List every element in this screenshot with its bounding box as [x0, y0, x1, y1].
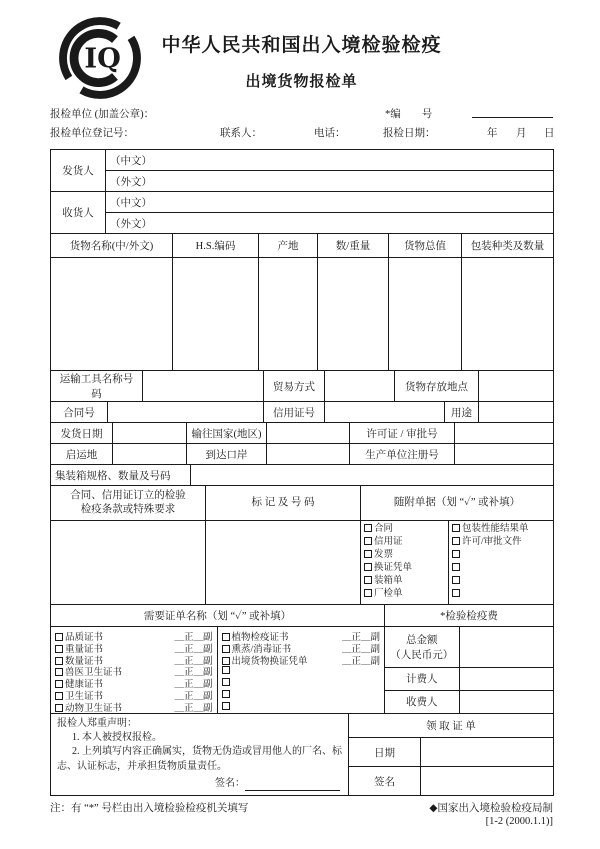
- certificates-col2: [218, 627, 385, 713]
- consignor-cn-field[interactable]: [106, 150, 554, 171]
- declaration-title: 报检人郑重声明：: [57, 718, 137, 729]
- contract-field[interactable]: [108, 402, 264, 423]
- declaration-item2: 2. 上列填写内容正确属实，货物无伪造或冒用他人的厂名、标志、认证标志，并承担货物质量责任。: [57, 746, 342, 772]
- terms-header-line1: 合同、信用证订立的检验: [70, 490, 186, 502]
- storage-label: 货物存放地点: [395, 371, 479, 402]
- doc-label: 包装性能结果单: [462, 524, 529, 534]
- checkbox-fumigation-cert[interactable]: [222, 645, 230, 653]
- pickup-date-field[interactable]: [421, 738, 554, 767]
- trade-mode-label: 贸易方式: [264, 371, 325, 402]
- terms-header: [51, 486, 206, 521]
- fee-amount-line1: 总金额: [406, 634, 438, 646]
- marks-header: 标 记 及 号 码: [206, 486, 361, 521]
- credit-field[interactable]: [325, 402, 445, 423]
- fee-amount-field[interactable]: [459, 627, 554, 667]
- copies-field[interactable]: ＿正＿副: [341, 656, 380, 667]
- cert-label: 兽医卫生证书: [65, 668, 123, 679]
- checkbox-blank[interactable]: [222, 702, 230, 710]
- contract-row: [50, 401, 554, 423]
- cert-label: 植物检疫证书: [231, 632, 289, 643]
- checkbox-license-doc[interactable]: [452, 537, 460, 545]
- consignee-label: 收货人: [51, 192, 106, 234]
- checkbox-weight-cert[interactable]: [55, 645, 63, 653]
- cert-label: 健康证书: [65, 680, 104, 691]
- transport-label: 运输工具名称号码: [51, 371, 143, 402]
- checkbox-vet-cert[interactable]: [55, 668, 63, 676]
- declaration-item1: 1. 本人被授权报检。: [72, 732, 162, 744]
- contact-label: 联系人：: [220, 128, 262, 139]
- certificates-cell: [51, 627, 385, 714]
- cert-label: 动物卫生证书: [65, 703, 123, 714]
- checkbox-packing-list[interactable]: [364, 576, 372, 584]
- checkbox-exchange-voucher[interactable]: [222, 657, 230, 665]
- license-field[interactable]: [455, 423, 554, 444]
- usage-label: 用途: [445, 402, 479, 423]
- doc-label: 信用证: [374, 537, 403, 547]
- checkbox-blank[interactable]: [452, 563, 460, 571]
- phone-label: 电话：: [314, 128, 346, 139]
- copies-field[interactable]: ＿正＿副: [174, 668, 213, 679]
- copies-field[interactable]: ＿正＿副: [174, 644, 213, 655]
- checkbox-blank[interactable]: [452, 550, 460, 558]
- doc-label: 装箱单: [374, 576, 403, 586]
- date-port-rows: [50, 422, 554, 465]
- checkbox-health-cert[interactable]: [55, 680, 63, 688]
- cn-label: （中文）: [110, 197, 152, 209]
- checkbox-blank[interactable]: [222, 690, 230, 698]
- checkbox-credit[interactable]: [364, 537, 372, 545]
- certificates-col1: [51, 627, 218, 713]
- serial-label: *编 号: [385, 109, 433, 120]
- documents-cell: [361, 521, 554, 605]
- container-row: [50, 464, 554, 486]
- terms-header-line2: 检疫条款或特殊要求: [80, 504, 176, 515]
- checkbox-invoice[interactable]: [364, 550, 372, 558]
- doc-label: 合同: [374, 524, 394, 534]
- checkbox-contract[interactable]: [364, 524, 372, 532]
- cert-label: 出境货物换证凭单: [231, 656, 308, 667]
- fee-collector-label: 收费人: [385, 690, 459, 713]
- fee-amount-line2: （人民币元）: [390, 649, 454, 661]
- declarant-signature-field[interactable]: [245, 779, 340, 791]
- sign-label: 签名：: [215, 777, 245, 789]
- producer-field[interactable]: [455, 444, 554, 465]
- fee-table: [385, 627, 554, 713]
- contract-label: 合同号: [51, 402, 108, 423]
- port-field[interactable]: [267, 444, 350, 465]
- cert-label: 卫生证书: [65, 691, 104, 702]
- checkbox-packing-result[interactable]: [452, 524, 460, 532]
- departure-field[interactable]: [113, 444, 187, 465]
- certificates-table: [50, 604, 554, 714]
- serial-field[interactable]: [472, 106, 553, 118]
- unit-label: 报检单位 (加盖公章)：: [50, 109, 155, 120]
- copies-field[interactable]: ＿正＿副: [174, 680, 213, 691]
- day-label: 日: [544, 128, 555, 139]
- checkbox-factory-check[interactable]: [364, 589, 372, 597]
- certificates-header: 需要证单名称（划 “✓” 或补填）: [51, 605, 385, 627]
- port-label: 到达口岸: [187, 444, 267, 465]
- storage-field[interactable]: [479, 371, 554, 402]
- goods-origin-field[interactable]: [259, 258, 318, 371]
- transport-field[interactable]: [143, 371, 264, 402]
- goods-hs-field[interactable]: [173, 258, 259, 371]
- checkbox-blank[interactable]: [222, 666, 230, 674]
- checkbox-plant-cert[interactable]: [222, 633, 230, 641]
- footer-maker: ◆国家出入境检验检疫局制: [429, 803, 553, 814]
- goods-table: [50, 233, 554, 371]
- credit-label: 信用证号: [264, 402, 325, 423]
- pickup-date-label: 日期: [349, 738, 421, 767]
- checkbox-voucher[interactable]: [364, 563, 372, 571]
- cert-label: 品质证书: [65, 632, 104, 643]
- checkbox-quantity-cert[interactable]: [55, 657, 63, 665]
- ciq-logo-text: IQ: [84, 42, 121, 75]
- form-code: [1-2 (2000.1.1)]: [485, 816, 553, 827]
- consignee-cn-field[interactable]: [106, 192, 554, 213]
- consignee-foreign-field[interactable]: [106, 213, 554, 234]
- foreign-label: （外文）: [110, 176, 152, 188]
- clauses-table: [50, 485, 554, 605]
- cert-label: 重量证书: [65, 644, 104, 655]
- consignor-foreign-field[interactable]: [106, 171, 554, 192]
- reg-label: 报检单位登记号：: [50, 128, 134, 139]
- goods-packing-field[interactable]: [462, 258, 554, 371]
- fee-cell: [385, 627, 554, 714]
- usage-field[interactable]: [479, 402, 554, 423]
- checkbox-sanitary-cert[interactable]: [55, 692, 63, 700]
- fee-calculator-label: 计费人: [385, 667, 459, 690]
- form-subtitle: 出境货物报检单: [245, 74, 358, 90]
- goods-qty-field[interactable]: [318, 258, 389, 371]
- copies-field[interactable]: ＿正＿副: [174, 691, 213, 702]
- marks-field[interactable]: [206, 521, 361, 605]
- foreign-label: （外文）: [110, 218, 152, 230]
- goods-name-field[interactable]: [51, 258, 173, 371]
- documents-header: 随附单据（划 “✓” 或补填）: [361, 486, 554, 521]
- goods-header-name: 货物名称(中/外文): [51, 234, 173, 258]
- copies-field[interactable]: ＿正＿副: [174, 656, 213, 667]
- declaration-cell: [51, 714, 349, 796]
- fee-calculator-field[interactable]: [459, 667, 554, 690]
- fee-collector-field[interactable]: [459, 690, 554, 713]
- copies-field[interactable]: ＿正＿副: [174, 632, 213, 643]
- doc-label: 发票: [374, 550, 394, 560]
- checkbox-blank[interactable]: [222, 678, 230, 686]
- doc-label: 许可/审批文件: [462, 537, 522, 547]
- goods-header-packing: 包装种类及数量: [462, 234, 554, 258]
- documents-col2: [449, 521, 553, 604]
- goods-header-hs: H.S.编码: [173, 234, 259, 258]
- trade-mode-field[interactable]: [325, 371, 395, 402]
- ship-date-field[interactable]: [113, 423, 187, 444]
- month-label: 月: [516, 128, 527, 139]
- cert-label: 数量证书: [65, 656, 104, 667]
- ship-date-label: 发货日期: [51, 423, 113, 444]
- producer-label: 生产单位注册号: [350, 444, 455, 465]
- goods-header-qty: 数/重量: [318, 234, 389, 258]
- date-label: 报检日期：: [383, 128, 436, 139]
- checkbox-blank[interactable]: [452, 589, 460, 597]
- checkbox-animal-cert[interactable]: [55, 704, 63, 712]
- info-row-2: [50, 123, 553, 142]
- goods-header-origin: 产地: [259, 234, 318, 258]
- pickup-header: 领 取 证 单: [349, 714, 554, 738]
- goods-header-value: 货物总值: [389, 234, 462, 258]
- checkbox-blank[interactable]: [452, 576, 460, 584]
- checkbox-quality-cert[interactable]: [55, 633, 63, 641]
- documents-col1: [361, 521, 449, 604]
- departure-label: 启运地: [51, 444, 113, 465]
- footer-notes: [50, 800, 553, 815]
- pickup-signature-label: 签名: [349, 767, 421, 796]
- cert-label: 熏蒸/消毒证书: [231, 644, 292, 655]
- info-row-1: [50, 104, 553, 123]
- form-title: 中华人民共和国出入境检验检疫: [161, 35, 442, 56]
- terms-field[interactable]: [51, 521, 206, 605]
- pickup-signature-field[interactable]: [421, 767, 554, 796]
- doc-label: 厂检单: [374, 589, 403, 599]
- consignor-label: 发货人: [51, 150, 106, 192]
- container-field[interactable]: [191, 465, 554, 486]
- license-label: 许可证 / 审批号: [350, 423, 455, 444]
- parties-table: [50, 149, 554, 234]
- copies-field[interactable]: ＿正＿副: [174, 703, 213, 714]
- transport-row: [50, 370, 554, 402]
- cn-label: （中文）: [110, 155, 152, 167]
- fee-amount-label: [385, 627, 459, 667]
- fee-header: *检验检疫费: [385, 605, 554, 627]
- declaration-table: [50, 713, 554, 796]
- doc-label: 换证凭单: [374, 563, 413, 573]
- dest-field[interactable]: [267, 423, 350, 444]
- goods-value-field[interactable]: [389, 258, 462, 371]
- footer-note: 注：有 “*” 号栏由出入境检验检疫机关填写: [50, 803, 249, 814]
- copies-field[interactable]: ＿正＿副: [341, 644, 380, 655]
- dest-label: 输往国家(地区): [187, 423, 267, 444]
- copies-field[interactable]: ＿正＿副: [341, 632, 380, 643]
- container-label: 集装箱规格、数量及号码: [51, 465, 191, 486]
- year-label: 年: [487, 128, 498, 139]
